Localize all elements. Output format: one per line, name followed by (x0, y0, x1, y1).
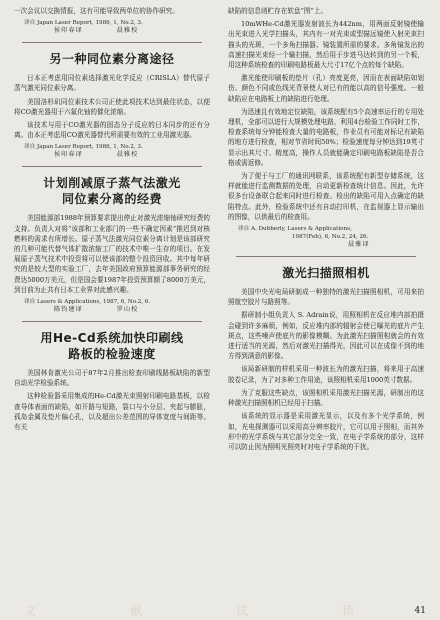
article2-source: 译自 Japan Laser Report, 1986, 1, No.2, 3. (24, 144, 143, 151)
article3-title (14, 175, 210, 207)
section-divider (22, 321, 202, 322)
article2-paragraph-2: 美国洛杉矶同位素技术公司正使此项技术达到最佳状态，以便将CO激光器用于六氟化铀的催化浓缩。 (14, 97, 210, 116)
left-column (14, 6, 210, 435)
article2-paragraph-3: 该技术与用于CO激光器的固态分子反应的日本同步的还有分离。由本正考虑用CO激光器替代所需要有效的工业用激光器。 (14, 121, 210, 140)
article2-credits (54, 151, 210, 159)
intro-tail-paragraph: 一次会议以交换情报，这有可能导致两单位的协作研究。 (14, 7, 179, 15)
article4-paragraph-1: 美国林肯激光公司于87年2月推出检查印刷线路板缺陷的新型自动光学检验系统。 (14, 369, 210, 388)
article1-credits (54, 27, 210, 35)
watermark-glyph: 文 (24, 604, 37, 618)
article5-paragraph-3: 该局新研制的样机采用一种波长为的激光扫描，将来用于高速胶卷记录，为了对多种工作用途，该照相机采用1000英寸数据。 (228, 365, 424, 384)
article4-translator: 晨雅译 (348, 241, 370, 249)
article3-proofreader: 罗山校 (116, 306, 139, 314)
article4-title-line-1: 用He-Cd系统加快印刷线 (40, 331, 184, 346)
article2-title: 另一种同位素分离途径 (49, 52, 175, 67)
article4-continued-2: 10mWHe-Cd激光器发射波长为442nm，用两面反射镜使输出光束进入光学扫描头，其内有一对光束或型描远镜使入射光束扫描头的光斑，一个多角扫描器、镜装置所需的要求。多角镜发出的高速扫描光束经一个输扫描，然后用于步进马达转到的另一个板，用这种系统检查的印刷电路板最大尺寸17亿个点的每个缺陷。 (228, 20, 424, 70)
article3-title-line-1: 计划削减原子蒸气法激光 (43, 176, 181, 191)
article4-paragraph-2: 这种检验器采用集成的He-Cd激光束照射印刷电路基板，以检查导体表面的缺陷，如开路与短路，裂口与小分层、夹起与膨胀，孤岛金属及垫片偏心孔，以及超出公差范围的导体宽度与间距等。有关 (14, 392, 210, 432)
watermark-glyph: 读 (342, 604, 355, 618)
article1-proofreader: 晨雅校 (116, 27, 139, 35)
watermark-strip (0, 600, 440, 620)
article4-continued-3: 激光能使印刷板的垫片（孔）亮度更亮，因而在表面缺陷如划伤、颜色不同或色线光背景使人对已有的能以高的信号强度。一般缺陷应在电路板上的缺陷进行处理。 (228, 74, 424, 103)
article4-continued-4: 为迅速且有效地定位缺陷，该系统配有5个高速率运行的专用处理机，全部可以进行大规模处理电路，利用4台检验工作同时工作，检查系统每分钟能检查大量的电路板，作业员有可能对标记有缺陷的地方进行检查，相对节省时间50%；检验速度每分钟达到19英寸显示出其尺寸、精度高，操作人员就能确定印刷电路板缺陷是否合格或需返修。 (228, 107, 424, 167)
section-divider (22, 42, 202, 43)
article3-source: 译自 Lasers & Applications, 1987, 6, No.2, 6. (24, 299, 151, 306)
article4-source-line-2: 1987(Feb), 6, No.2, 24, 26. (292, 234, 369, 241)
article3-paragraph-1: 美国能源部1988年预算要求提出停止对激光浓缩铀研究经费的支持。负责人对将“该部和工业部门的一些不确定因素”推迟到对核燃料的需求有所增长。原子蒸气法激光同位素分离计划是该部研究的几种可能代替气体扩散浓缩工厂的技术中唯一生存的项目。在发展原子蒸气技术中投资将可以使该部的整个投资回收。其中每年研究的是较大型的实验工厂，去年美国政府预算能源部事务研究的经费达5000万美元，但是国会要1987年投资预算额了8000万美元，到目前为止共有日本工业界对此感兴趣。 (14, 214, 210, 294)
article3-credits (54, 306, 210, 314)
article4-continued-1: 缺陷的信息则贮存在软盘“图”上。 (228, 7, 328, 15)
article5-paragraph-4: 为了克服这些缺点，该照相机采用激光扫描光源，研制出的这种激光扫描照相机已经用于扫描。 (228, 388, 424, 408)
article1-source: 译自 Japan Laser Report, 1986, 1, No.2, 3. (24, 20, 143, 27)
article2-proofreader: 晨雅校 (116, 151, 139, 159)
article2-paragraph-1: 日本正考虑用同位素选择激光化学反应（CRISLA）替代原子蒸气激光同位素分离。 (14, 74, 210, 93)
article1-translator: 侯印春译 (54, 27, 83, 35)
right-column (228, 6, 424, 455)
article4-source-line-1: 译自 A. Dubberly, Lasers & Applications, (238, 226, 352, 233)
article4-title-line-2: 路板的检验速度 (68, 347, 156, 362)
article4-continued-5: 为了便于与工厂的通讯网联系，该系统配有新型存储系统，这样就能进行监测数据的处理，自动更新检查统计信息。因此，允许很多台设备联合起来同时进行检查。检出的缺陷可用人点确定的缺陷特点。此外，检验系统中还有自动打印机，在监视器上显示输出的图像，以供最后的检查用。 (228, 172, 424, 221)
article5-title: 激光扫描照相机 (282, 266, 370, 281)
article2-translator: 侯印春译 (54, 151, 83, 159)
article5-paragraph-5: 该系统的显示器是采用激光显示，以及有多个光学系统，例如，光电探测器可以采用高分辨率胶片，它可以用于照相，而其外形中的光学系统与其它部分完全一致，在电子学系统的部分，这样可以防止因为照明光照亮时对电子学系统的干扰。 (228, 412, 424, 451)
section-divider (236, 256, 416, 257)
article5-paragraph-2: 据研制小组负责人 S. Adrain说，用照相机在反应堆内部拍摄会碰到许多麻烦，例如，反应堆内部的辐射会使已曝光的底片产生斑点，这些噪声使底片的影像模糊。为此激光扫描照相就会的有效进行适当的光源，然后对激光扫描得光，因此可以在成像不到的地方得到满意的影像。 (228, 311, 424, 361)
section-divider (22, 166, 202, 167)
article3-translator: 陈钧建译 (54, 306, 83, 314)
watermark-glyph: 献 (130, 604, 143, 618)
article5-paragraph-1: 美国中央光电局研制成一种独特的激光扫描照相机，可用来拍照航空胶片与路照等。 (228, 288, 424, 307)
watermark-glyph: 试 (236, 604, 249, 618)
page-number: 41 (414, 606, 426, 616)
article3-title-line-2: 同位素分离的经费 (61, 192, 162, 207)
article4-title (14, 330, 210, 362)
